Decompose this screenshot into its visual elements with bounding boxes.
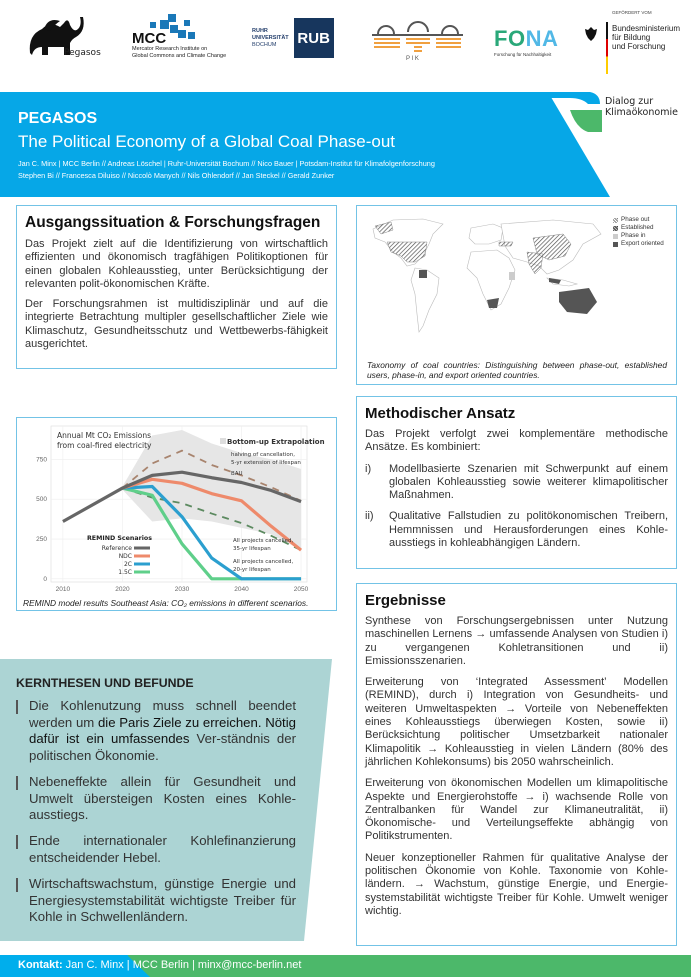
legend-entry-label: Reference	[101, 545, 132, 552]
rub-line3: BOCHUM	[252, 41, 277, 48]
bmbf-line1: Bundesministerium	[612, 24, 681, 33]
map-australia	[559, 288, 597, 314]
chart-annotation: All projects cancelled,	[233, 559, 294, 565]
kern-text-emphasis: die Paris Ziele zu erreichen. Nötig dafür ist ein umfassendes	[29, 714, 296, 747]
legend-entry-label: 2C	[123, 561, 132, 568]
chart-annotation: 20-yr lifespan	[233, 567, 271, 573]
pik-building-icon	[370, 20, 465, 55]
fona-wordmark	[494, 26, 558, 52]
mcc-line2: Global Commons and Climate Change	[132, 52, 227, 59]
y-tick-label: 750	[36, 456, 47, 464]
bmbf-line2: für Bildung	[612, 33, 651, 42]
kern-bullet-bar	[16, 776, 18, 790]
map-legend	[613, 216, 664, 248]
kern-text-plain: Die Kohlenutzung muss schnell beendet werden um	[29, 698, 296, 730]
method-item	[365, 463, 668, 503]
legend-label: Phase in	[621, 232, 646, 239]
kern-item	[16, 833, 296, 866]
rub-line1: RUHR	[252, 27, 268, 34]
footer-contact	[18, 959, 301, 971]
map-caption: Taxonomy of coal countries: Distinguishing between phase-out, established users, phase-in, and export oriented countries.	[367, 360, 667, 380]
kern-item	[16, 876, 296, 926]
band-legend-swatch	[220, 438, 226, 444]
chart-annotation: BAU	[231, 471, 243, 477]
kern-item-text	[29, 698, 296, 764]
chart-annotation: 5-yr extension of lifespan	[231, 460, 301, 466]
dialog-klimaoekonomie-logo	[605, 96, 678, 118]
rub-logo	[252, 18, 334, 58]
legend-swatch	[613, 234, 618, 239]
intro-box	[16, 205, 337, 369]
bmbf-pre: GEFÖRDERT VOM	[612, 10, 652, 15]
legend-swatch	[613, 218, 618, 223]
kern-item-text: Wirtschaftswachstum, günstige Energie und Energiesystemstabilität wichtigste Treiber für Kohle in Schwellenländern.	[29, 876, 296, 925]
project-name: PEGASOS	[18, 110, 98, 127]
map-turkey	[499, 242, 513, 246]
map-box	[356, 205, 677, 385]
x-tick-label: 2020	[115, 586, 130, 593]
pegasos-logo	[20, 10, 100, 65]
y-tick-label: 0	[43, 575, 47, 583]
world-map	[363, 214, 613, 352]
map-kenya	[509, 272, 515, 280]
bmbf-line3: und Forschung	[612, 42, 666, 51]
emissions-chart	[17, 418, 335, 596]
fona-sub: Forschung für Nachhaltigkeit	[494, 52, 552, 57]
chart-annotation: halving of cancellation,	[231, 452, 295, 458]
legend-export-oriented	[613, 240, 664, 248]
intro-paragraph-1: Das Projekt zielt auf die Identifizierung von wirtschaftlich effizienten und ökonomisch tragfähigen Politikoptionen für einen globalen Kohleausstieg, unter Berücksichtigung der relevanten polit-ökonomischen Kräfte.	[25, 238, 328, 290]
poster-title: The Political Economy of a Global Coal Phase-out	[18, 132, 396, 151]
legend-title: REMIND Scenarios	[86, 535, 152, 542]
kernthesen-heading: KERNTHESEN UND BEFUNDE	[16, 676, 194, 690]
rub-box: RUB	[294, 18, 334, 58]
eagle-icon	[584, 26, 598, 42]
method-item-text: Qualitative Fallstudien zu politökonomischen Treibern, Hemmnissen und Herausforderungen eines Kohle-ausstiegs in kohleabhängigen Ländern.	[389, 510, 668, 550]
x-tick-label: 2030	[174, 586, 190, 593]
kern-item	[16, 698, 296, 764]
legend-entry-label: 1.5C	[118, 569, 132, 576]
legend-swatch	[613, 226, 618, 231]
map-colombia	[419, 270, 427, 278]
pik-text: P I K	[406, 56, 419, 62]
mcc-line1: Mercator Research Institute on	[132, 46, 208, 52]
method-item-num: i)	[365, 462, 372, 475]
authors-line1: Jan C. Minx | MCC Berlin // Andreas Löschel | Ruhr-Universität Bochum // Nico Bauer | Potsdam-Institut für Klimafolgenforschung	[18, 159, 435, 168]
method-item-text: Modellbasierte Szenarien mit Schwerpunkt auf einem globalen Kohleausstieg sowie weiterer klimapolitischer Maßnahmen.	[389, 462, 668, 502]
kern-bullet-bar	[16, 878, 18, 892]
method-item-num: ii)	[365, 510, 374, 523]
authors-line2: Stephen Bi // Francesca Diluiso // Niccolò Manych // Nils Ohlendorf // Jan Steckel // Gerald Zunker	[18, 171, 335, 180]
x-tick-label: 2050	[293, 586, 309, 593]
method-item	[365, 510, 668, 550]
dialog-swoosh-icon	[540, 92, 610, 137]
intro-heading: Ausgangssituation & Forschungsfragen	[25, 214, 321, 231]
legend-entry-label: NDC	[118, 553, 132, 560]
kern-item	[16, 774, 296, 824]
chart-annotation: Bottom-up Extrapolation	[227, 438, 325, 446]
legend-label: Export oriented	[621, 240, 664, 247]
kern-item-text: Ende internationaler Kohlefinanzierung entscheidender Hebel.	[29, 833, 296, 865]
method-heading: Methodischer Ansatz	[365, 405, 516, 422]
footer-contact-label: Kontakt:	[18, 959, 63, 971]
kern-item-text: Nebeneffekte allein für Gesundheit und Umwelt übersteigen Kosten eines Kohle-ausstiegs.	[29, 774, 296, 823]
kern-bullet-bar	[16, 835, 18, 849]
german-flag-bar	[606, 22, 608, 74]
results-paragraph: Erweiterung von ökonomischen Modellen um klimapolitische Aspekte und Energierohstoffe → i) wachsende Rolle von Zentralbanken für Wandel zur Klimaneutralität, ii) Ökonomische- und Verteilungseffekte abhängig von Politikstrumenten.	[365, 777, 668, 843]
legend-phase-in	[613, 232, 664, 240]
fona-accent: NA	[525, 26, 559, 51]
method-intro: Das Projekt verfolgt zwei komplementäre methodische Ansätze. Es kombiniert:	[365, 428, 668, 454]
pegasos-logo-text: Pegasos	[64, 48, 101, 58]
legend-label: Phase out	[621, 216, 650, 223]
pik-logo	[370, 20, 465, 65]
legend-established	[613, 224, 664, 232]
rub-line2: UNIVERSITÄT	[252, 34, 289, 41]
chart-title-line2: from coal-fired electricity	[57, 441, 152, 450]
legend-phase-out	[613, 216, 664, 224]
y-tick-label: 250	[36, 536, 47, 544]
chart-annotation: 35-yr lifespan	[233, 546, 271, 552]
bmbf-logo	[584, 10, 689, 75]
footer-contact-text: Jan C. Minx | MCC Berlin | minx@mcc-berlin.net	[62, 959, 302, 971]
results-box	[356, 583, 677, 946]
fona-logo	[494, 26, 558, 57]
results-paragraph: Synthese von Forschungsergebnissen unter Nutzung maschinellen Lernens → umfassende Analysen von Studien i) zu vergangenen Kohletransitionen und ii) Emissionsszenarien.	[365, 615, 668, 667]
kern-bullet-bar	[16, 700, 18, 714]
map-india	[527, 252, 543, 274]
map-usa	[387, 242, 427, 262]
mcc-logo	[132, 12, 232, 62]
chart-box	[16, 417, 337, 611]
map-europe	[469, 224, 503, 244]
results-paragraph: Neuer konzeptioneller Rahmen für qualitative Analyse der politischen Ökonomie von Kohle. Taxonomie von Kohle-ländern. → Wachstum, günstige Energie, und Energie-systemstabilität wichtigste Treiber für Kohle. Umwelt weniger wichtig.	[365, 851, 668, 917]
x-tick-label: 2010	[55, 586, 71, 593]
intro-paragraph-2: Der Forschungsrahmen ist multidisziplinär und auf die integrierte Betrachtung multipler gesellschaftlicher Ziele wie Klimaschutz, Gesundheitsschutz und Wettbewerbs-fähigkeit ausgerichtet.	[25, 298, 328, 351]
x-tick-label: 2040	[234, 586, 249, 593]
kern-text-plain: Ver-ständnis der politischen Ökonomie.	[29, 731, 296, 763]
mcc-abbr: MCC	[132, 30, 167, 47]
chart-annotation: All projects cancelled,	[233, 538, 294, 544]
y-tick-label: 500	[36, 496, 47, 504]
chart-caption: REMIND model results Southeast Asia: CO₂ emissions in different scenarios.	[23, 598, 309, 608]
results-paragraph: Erweiterung von ‘Integrated Assessment’ Modellen (REMIND), durch i) Integration von Gesundheits- und weiteren Umweltaspekten → Vorteile von Nebeneffekten eines Kohleausstiegs überwiegen Kosten, sowie ii) Berücksichtung politischer Umsetzbarkeit nationaler Klimapolitik → Kohleausstieg in vielen Ländern (80% des jährlichen Kohlekonsums) bis 2050 wahrscheinlich.	[365, 676, 668, 768]
legend-label: Established	[621, 224, 654, 231]
results-heading: Ergebnisse	[365, 592, 446, 609]
chart-title-line1: Annual Mt CO₂ Emissions	[57, 431, 152, 440]
method-box	[356, 396, 677, 569]
fona-main: FO	[494, 26, 526, 51]
dialog-line2: Klimaökonomie	[605, 107, 678, 118]
dialog-line1: Dialog zur	[605, 96, 654, 107]
legend-swatch	[613, 242, 618, 247]
